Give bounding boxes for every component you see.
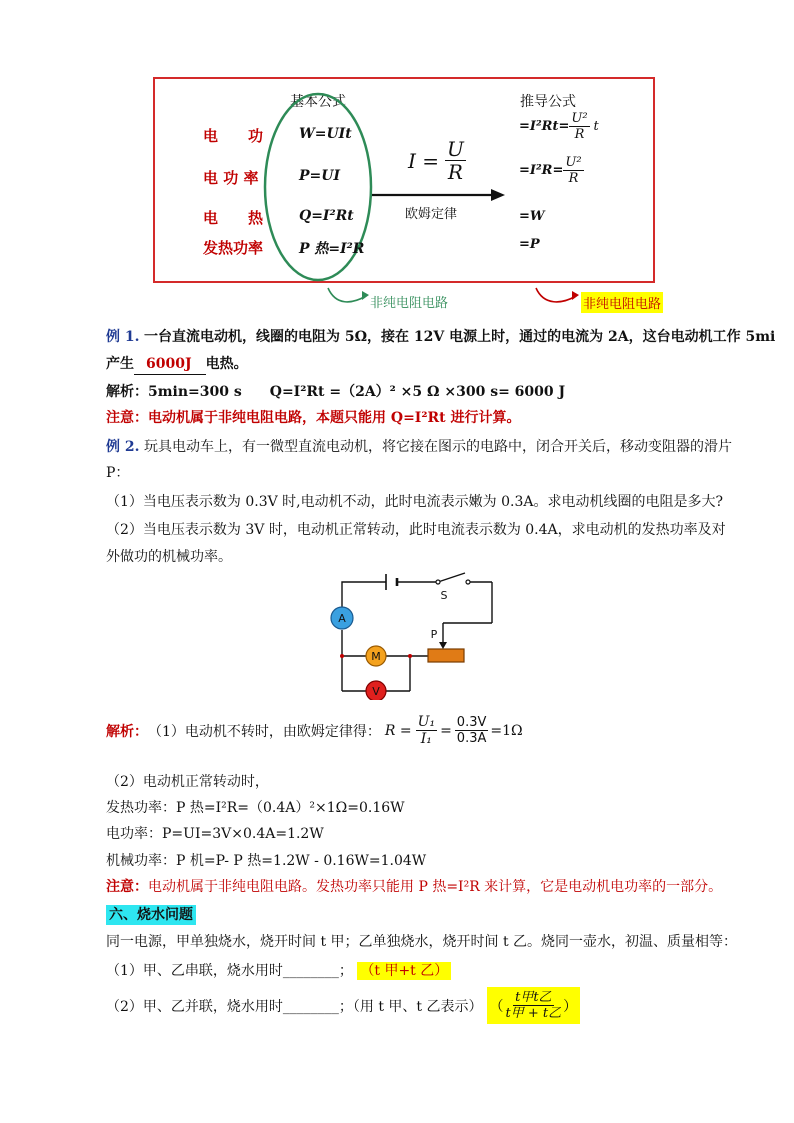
example1-solution bbox=[106, 382, 565, 402]
example2-q2b: 外做功的机械功率。 bbox=[106, 549, 232, 565]
derived-formula-work bbox=[519, 112, 599, 141]
section6-q2-close: ） bbox=[563, 998, 578, 1015]
example2-solution1 bbox=[106, 715, 523, 746]
example2-note-label: 注意： bbox=[106, 879, 148, 895]
section6-heading: 六、烧水问题 bbox=[106, 905, 196, 925]
example2-sol2-power: 电功率：P=UI=3V×0.4A=1.2W bbox=[106, 826, 324, 842]
slider-label: P bbox=[430, 628, 438, 641]
example2-text1: 玩具电动车上，有一微型直流电动机，将它接在图示的电路中，闭合开关后，移动变阻器的滑片 bbox=[143, 439, 732, 455]
example2-sol1-eq: = bbox=[440, 722, 452, 739]
derived-formula-power bbox=[519, 156, 584, 185]
derived-power-num: U² bbox=[565, 155, 582, 170]
section6-q1 bbox=[106, 961, 451, 981]
example2-sol2-intro: （2）电动机正常转动时， bbox=[106, 774, 269, 790]
example2-note bbox=[106, 877, 722, 897]
basic-formula-heat-power: P 热=I²R bbox=[299, 241, 365, 257]
example2-sol1-text: （1）电动机不转时，由欧姆定律得： bbox=[148, 723, 381, 740]
example1-solution-text: 5min=300 s Q=I²Rt =（2A）² ×5 Ω ×300 s= 6000 J bbox=[148, 384, 566, 400]
example2-note-text: 电动机属于非纯电阻电路。发热功率只能用 P 热=I²R 来计算，它是电动机电功率的一部分。 bbox=[148, 879, 723, 895]
example1-note bbox=[106, 408, 520, 428]
section6-q2-text: （2）甲、乙并联，烧水用时________；（用 t 甲、t 乙表示） bbox=[106, 998, 483, 1015]
section6-q2-num: t甲t乙 bbox=[515, 990, 552, 1005]
example2-sol1-frac1-den: I₁ bbox=[420, 731, 432, 747]
basic-formula-work: W=UIt bbox=[299, 126, 352, 142]
ohm-formula bbox=[408, 139, 466, 182]
derived-work-num: U² bbox=[571, 111, 588, 126]
example1-title: 例 1. bbox=[106, 329, 140, 345]
ohm-formula-den: R bbox=[447, 160, 463, 184]
example2-sol1-result: =1Ω bbox=[490, 722, 523, 739]
section6-q2-den: t甲 + t乙 bbox=[505, 1006, 562, 1021]
example1-line2 bbox=[106, 354, 248, 375]
section6-q2 bbox=[106, 987, 580, 1024]
derived-work-prefix: =I²Rt= bbox=[519, 119, 570, 134]
section6-q2-frac bbox=[504, 991, 564, 1020]
example1-text2-post: 电热。 bbox=[205, 356, 248, 372]
example2-sol1-R: R = bbox=[384, 722, 412, 739]
left-caption: 非纯电阻电路 bbox=[370, 296, 449, 311]
derived-work-den: R bbox=[574, 127, 585, 142]
example2-sol1-frac1-num: U₁ bbox=[417, 714, 436, 730]
rheostat-slider-arrow bbox=[439, 642, 447, 649]
example2-line1 bbox=[106, 437, 732, 457]
example2-q2a: （2）当电压表示数为 3V 时，电动机正常转动，此时电流表示数为 0.4A，求电动机的发热功率及对 bbox=[106, 522, 726, 538]
example1-solution-label: 解析： bbox=[106, 384, 148, 400]
section6-intro: 同一电源，甲单独烧水，烧开时间 t 甲；乙单独烧水，烧开时间 t 乙。烧同一壶水，初温、质量相等： bbox=[106, 934, 738, 950]
switch-label: S bbox=[440, 589, 448, 602]
example1-text2-pre: 产生 bbox=[106, 356, 134, 372]
derived-work-fraction bbox=[569, 112, 589, 141]
derived-power-prefix: =I²R= bbox=[519, 163, 564, 178]
ohm-law-label: 欧姆定律 bbox=[405, 207, 458, 222]
example2-sol1-frac1 bbox=[416, 715, 437, 746]
section6-q1-answer: （t 甲+t 乙） bbox=[357, 962, 451, 980]
example2-text1b: P： bbox=[106, 465, 130, 481]
circuit-diagram bbox=[320, 570, 500, 700]
basic-formula-header: 基本公式 bbox=[290, 94, 346, 110]
example1-line1 bbox=[106, 327, 775, 347]
derived-formula-heat-power: =P bbox=[519, 237, 540, 252]
example2-sol2-mech: 机械功率：P 机=P- P 热=1.2W - 0.16W=1.04W bbox=[106, 853, 427, 869]
right-caption: 非纯电阻电路 bbox=[581, 292, 663, 313]
basic-formula-heat: Q=I²Rt bbox=[299, 208, 354, 224]
ohm-formula-left: I = bbox=[408, 148, 440, 173]
derived-formula-header: 推导公式 bbox=[520, 94, 576, 110]
section6-q2-answer bbox=[487, 987, 581, 1024]
example2-sol1-frac2-den: 0.3A bbox=[456, 731, 487, 746]
derived-work-tail: t bbox=[593, 119, 599, 134]
left-caption-arrow bbox=[326, 284, 370, 306]
ohm-arrow-head bbox=[491, 189, 505, 201]
row-label-electric-power: 电 功 率 bbox=[203, 169, 259, 187]
ammeter-label: A bbox=[338, 612, 346, 625]
example1-text1: 一台直流电动机，线圈的电阻为 5Ω，接在 12V 电源上时，通过的电流为 2A，这台电动机工作 5mi bbox=[143, 329, 776, 345]
ohm-formula-fraction bbox=[445, 139, 466, 182]
derived-formula-heat: =W bbox=[519, 209, 545, 224]
row-label-electric-work: 电 功 bbox=[203, 127, 264, 145]
example2-title: 例 2. bbox=[106, 439, 140, 455]
example1-note-label: 注意： bbox=[106, 410, 148, 426]
right-caption-arrow bbox=[534, 284, 580, 306]
voltmeter-label: V bbox=[372, 685, 380, 698]
row-label-electric-heat: 电 热 bbox=[203, 209, 264, 227]
row-label-heat-power: 发热功率 bbox=[203, 239, 264, 257]
derived-power-den: R bbox=[568, 171, 579, 186]
derived-power-fraction bbox=[563, 156, 583, 185]
ohm-formula-num: U bbox=[447, 137, 464, 161]
basic-formula-power: P=UI bbox=[299, 168, 341, 184]
example2-q1: （1）当电压表示数为 0.3V 时,电动机不动，此时电流表示嫩为 0.3A。求电动机线圈的电阻是多大? bbox=[106, 494, 723, 510]
example1-answer: 6000J bbox=[134, 354, 206, 375]
example1-note-text: 电动机属于非纯电阻电路，本题只能用 Q=I²Rt 进行计算。 bbox=[148, 410, 521, 426]
section6-q2-open: （ bbox=[489, 998, 504, 1015]
rheostat bbox=[428, 649, 464, 662]
example2-sol1-frac2 bbox=[455, 716, 489, 745]
example2-solution-label: 解析： bbox=[106, 723, 148, 740]
example2-sol1-frac2-num: 0.3V bbox=[456, 715, 487, 730]
example2-sol2-heat: 发热功率：P 热=I²R=（0.4A）²×1Ω=0.16W bbox=[106, 800, 405, 816]
motor-label: M bbox=[371, 650, 381, 663]
section6-q1-text: （1）甲、乙串联，烧水用时________； bbox=[106, 963, 353, 979]
